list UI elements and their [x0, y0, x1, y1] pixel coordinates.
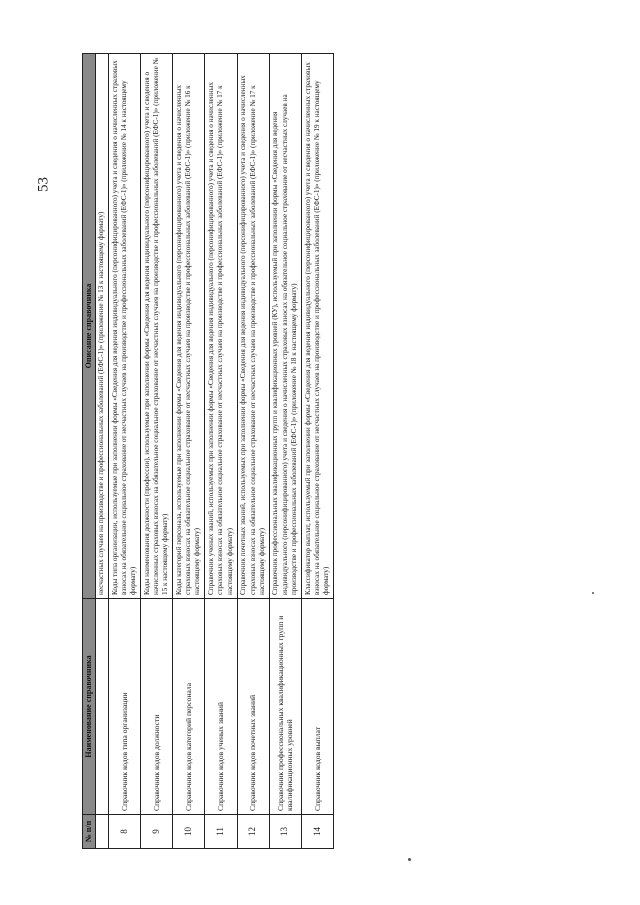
- cell-name: Справочник кодов типа организации: [109, 599, 141, 815]
- cell-desc: Классификатор выплат, используемый при заполнении формы «Сведения для ведения индивидуального (персонифицированного) учета и сведения о начисленных страховых взносах на обязательное социальное страхование от несчастных случаев на производстве и профессиональных заболеваний (ЕФС-1)» (приложение № 19 к настоящему формату): [301, 54, 333, 599]
- header-name: Наименование справочника: [83, 599, 96, 815]
- cell-name: [96, 599, 109, 815]
- cell-desc: Справочник ученых званий, используемых при заполнении формы «Сведения для ведения индивидуального (персонифицированного) учета и сведения о начисленных страховых взносах на обязательное социальное страхование от несчастных случаев на производстве и профессиональных заболеваний (ЕФС-1)» (приложение № 17 к настоящему формату): [205, 54, 237, 599]
- table-row: [269, 54, 301, 849]
- table-row: [237, 54, 269, 849]
- cell-name: Справочник кодов выплат: [301, 599, 333, 815]
- table-row: [301, 54, 333, 849]
- cell-desc: Коды типа организации, используемые при заполнении формы «Сведения для ведения индивидуального (персонифицированного) учета и сведения о начисленных страховых взносах на обязательное социальное страхование от несчастных случаев на производстве и профессиональных заболеваний (ЕФС-1)» (приложение № 14 к настоящему формату): [109, 54, 141, 599]
- cell-num: 8: [109, 815, 141, 849]
- table-row: [205, 54, 237, 849]
- cell-name: Справочник кодов категорий персонала: [173, 599, 205, 815]
- cell-desc: несчастных случаев на производстве и профессиональных заболеваний (ЕФС-1)» (приложение № 13 к настоящему формату): [96, 54, 109, 599]
- rotated-table-container: [82, 54, 334, 849]
- cell-name: Справочник профессиональных квалификационных групп и квалификационных уровней: [269, 599, 301, 815]
- cell-num: 13: [269, 815, 301, 849]
- table-row: [141, 54, 173, 849]
- header-num: № п/п: [83, 815, 96, 849]
- cell-num: 9: [141, 815, 173, 849]
- cell-num: 14: [301, 815, 333, 849]
- cell-num: 11: [205, 815, 237, 849]
- table-row: [109, 54, 141, 849]
- table-row-continuation: [96, 54, 109, 849]
- cell-desc: Коды категорий персонала, используемые при заполнении формы «Сведения для ведения индивидуального (персонифицированного) учета и сведения о начисленных страховых взносах на обязательное социальное страхование от несчастных случаев на производстве и профессиональных заболеваний (ЕФС-1)» (приложение № 16 к настоящему формату): [173, 54, 205, 599]
- cell-name: Справочник кодов почетных званий: [237, 599, 269, 815]
- header-desc: Описание справочника: [83, 54, 96, 599]
- table-header-row: [83, 54, 96, 849]
- cell-num: 12: [237, 815, 269, 849]
- scan-artifact: [592, 592, 594, 594]
- table-row: [173, 54, 205, 849]
- cell-desc: Справочник почетных званий, используемых при заполнении формы «Сведения для ведения индивидуального (персонифицированного) учета и сведения о начисленных страховых взносах на обязательное социальное страхование от несчастных случаев на производстве и профессиональных заболеваний (ЕФС-1)» (приложение № 17 к настоящему формату): [237, 54, 269, 599]
- scan-artifact: [408, 858, 411, 861]
- cell-name: Справочник кодов должности: [141, 599, 173, 815]
- reference-table: [82, 53, 334, 849]
- cell-name: Справочник кодов ученых званий: [205, 599, 237, 815]
- cell-desc: Коды наименования должности (профессии), используемые при заполнении формы «Сведения для ведения индивидуального (персонифицированного) учета и сведения о начисленных страховых взносах на обязательное социальное страхование от несчастных случаев на производстве и профессиональных заболеваний (ЕФС-1)» (приложение № 15 к настоящему формату): [141, 54, 173, 599]
- page-number: 53: [35, 177, 52, 192]
- cell-num: [96, 815, 109, 849]
- cell-desc: Справочник профессиональных квалификационных групп и квалификационных уровней (КУ), используемый при заполнении формы «Сведения для ведения индивидуального (персонифицированного) учета и сведения о начисленных страховых взносах на обязательное социальное страхование от несчастных случаев на производстве и профессиональных заболеваний (ЕФС-1)» (приложение № 18 к настоящему формату): [269, 54, 301, 599]
- cell-num: 10: [173, 815, 205, 849]
